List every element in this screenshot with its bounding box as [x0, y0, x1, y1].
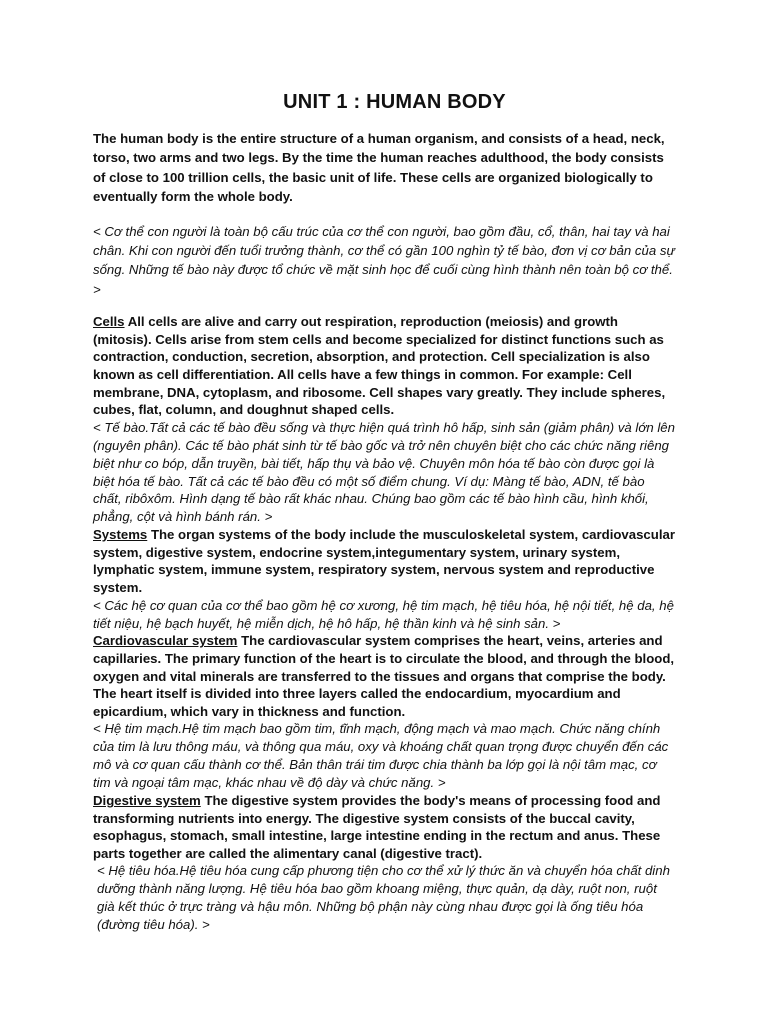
section-english-text: The organ systems of the body include the musculoskeletal system, cardiovascular system, digestive system, endocrine system,integumentary system, urinary system, lymphatic system, immune system, respiratory system, nervous system and reproductive system. — [93, 527, 675, 596]
section-vietnamese-paragraph: < Các hệ cơ quan của cơ thể bao gồm hệ cơ xương, hệ tim mạch, hệ tiêu hóa, hệ nội tiết, hệ da, hệ tiết niệu, hệ bạch huyết, hệ miễn dịch, hệ hô hấp, hệ thần kinh và hệ sinh sản. > — [93, 597, 674, 631]
intro-vietnamese-paragraph: < Cơ thể con người là toàn bộ cấu trúc của cơ thể con người, bao gồm đầu, cổ, thân, hai tay và hai chân. Khi con người đến tuổi trưởng thành, cơ thể có gần 100 nghìn tỷ tế bào, đơn vị cơ bản của sự sống. Những tế bào này được tổ chức về mặt sinh học để cuối cùng hình thành nên toàn bộ cơ thể. > — [93, 223, 675, 297]
intro-english-paragraph: The human body is the entire structure of a human organism, and consists of a head, neck, torso, two arms and two legs. By the time the human reaches adulthood, the body consists of close to 100 trillion cells, the basic unit of life. These cells are organized biologically to eventually form the whole body. — [93, 131, 665, 205]
section-vietnamese-paragraph: < Tế bào.Tất cả các tế bào đều sống và thực hiện quá trình hô hấp, sinh sản (giảm phân) và lớn lên (nguyên phân). Các tế bào phát sinh từ tế bào gốc và trở nên chuyên biệt cho các chức năng riêng biệt như co bóp, dẫn truyền, bài tiết, hấp thụ và bảo vệ. Chuyên môn hóa tế bào còn được gọi là biệt hóa tế bào. Tất cả các tế bào đều có một số điểm chung. Ví dụ: Màng tế bào, ADN, tế bào chất, ribôxôm. Hình dạng tế bào rất khác nhau. Chúng bao gồm các tế bào hình cầu, hình khối, phẳng, cột và hình bánh rán. > — [93, 419, 675, 525]
section-english-text: The cardiovascular system comprises the heart, veins, arteries and capillaries. The primary function of the heart is to circulate the blood, and through the blood, oxygen and vital minerals are transferred to the tissues and organs that comprise the body. The heart itself is divided into three layers called the endocardium, myocardium and epicardium, which vary in thickness and function. — [93, 633, 675, 719]
section-heading: Digestive system — [93, 793, 201, 809]
section-heading: Cells — [93, 314, 125, 330]
page-title: UNIT 1 : HUMAN BODY — [283, 91, 506, 113]
section-vietnamese-paragraph: < Hệ tiêu hóa.Hệ tiêu hóa cung cấp phương tiện cho cơ thể xử lý thức ăn và chuyển hóa chất dinh dưỡng thành năng lượng. Hệ tiêu hóa bao gồm khoang miệng, thực quản, dạ dày, ruột non, ruột già kết thúc ở trực tràng và hậu môn. Những bộ phận này cùng nhau được gọi là ống tiêu hóa (đường tiêu hóa). > — [97, 863, 670, 933]
section-english-text: All cells are alive and carry out respiration, reproduction (meiosis) and growth (mitosis). Cells arise from stem cells and become specialized for distinct functions such as contraction, conduction, secretion, absorption, and protection. Cell specialization is also known as cell differentiation. All cells have a few things in common. For example: Cell membrane, DNA, cytoplasm, and ribosome. Cell shapes vary greatly. They include spheres, cubes, flat, column, and doughnut shaped cells. — [93, 314, 666, 418]
section-english-paragraph — [93, 632, 676, 720]
section-heading: Cardiovascular system — [93, 633, 238, 649]
section-cardiovascular-system — [93, 632, 676, 792]
section-digestive-system — [93, 792, 676, 934]
section-cells — [93, 313, 676, 526]
section-heading: Systems — [93, 527, 148, 543]
sections — [93, 313, 676, 934]
section-english-paragraph — [93, 313, 676, 419]
section-english-paragraph — [93, 526, 676, 596]
section-english-text: The digestive system provides the body's means of processing food and transforming nutrients into energy. The digestive system consists of the buccal cavity, esophagus, stomach, small intestine, large intestine ending in the rectum and anus. These parts together are called the alimentary canal (digestive tract). — [93, 793, 661, 861]
section-vietnamese-paragraph: < Hệ tim mạch.Hệ tim mạch bao gồm tim, tĩnh mạch, động mạch và mao mạch. Chức năng chính của tim là lưu thông máu, và thông qua máu, oxy và khoáng chất quan trọng được chuyển đến các mô và cơ quan cấu thành cơ thể. Bản thân trái tim được chia thành ba lớp gọi là nội tâm mạc, cơ tim và ngoại tâm mạc, khác nhau về độ dày và chức năng. > — [93, 721, 669, 791]
section-systems — [93, 526, 676, 632]
section-english-paragraph — [93, 792, 676, 862]
